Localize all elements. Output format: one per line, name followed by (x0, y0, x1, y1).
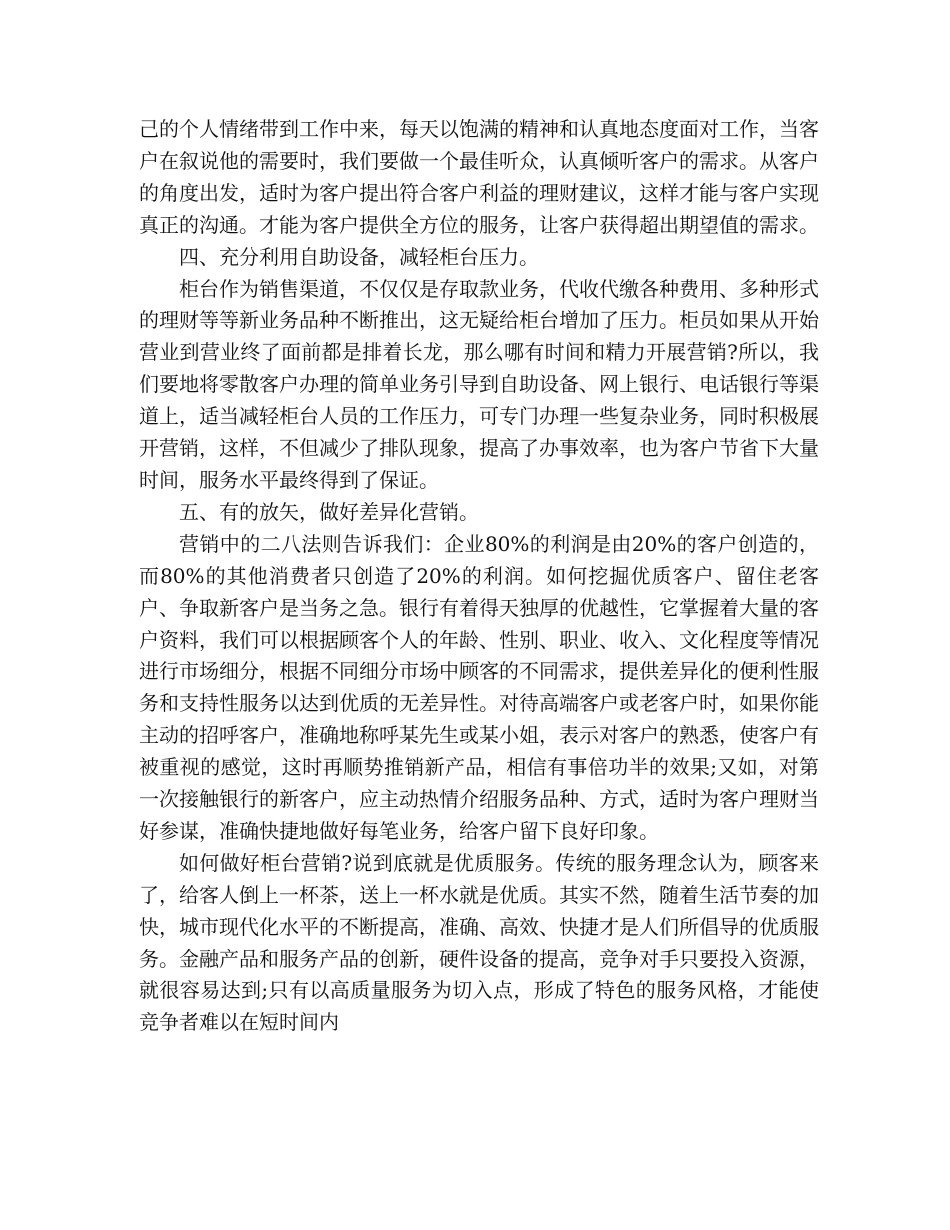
paragraph-counter-channel: 柜台作为销售渠道，不仅仅是存取款业务，代收代缴各种费用、多种形式的理财等等新业务品种不断推出，这无疑给柜台增加了压力。柜员如果从开始营业到营业终了面前都是排着长龙，那么哪有时间和精力开展营销?所以，我们要地将零散客户办理的简单业务引导到自助设备、网上银行、电话银行等渠道上，适当减轻柜台人员的工作压力，可专门办理一些复杂业务，同时积极展开营销，这样，不但减少了排队现象，提高了办事效率，也为客户节省下大量时间，服务水平最终得到了保证。 (139, 276, 819, 492)
section-heading-4: 四、充分利用自助设备，减轻柜台压力。 (179, 244, 539, 269)
paragraph-differentiated-marketing: 营销中的二八法则告诉我们：企业80%的利润是由20%的客户创造的，而80%的其他消费者只创造了20%的利润。如何挖掘优质客户、留住老客户、争取新客户是当务之急。银行有着得天独厚的优越性，它掌握着大量的客户资料，我们可以根据顾客个人的年龄、性别、职业、收入、文化程度等情况进行市场细分，根据不同细分市场中顾客的不同需求，提供差异化的便利性服务和支持性服务以达到优质的无差异性。对待高端客户或老客户时，如果你能主动的招呼客户，准确地称呼某先生或某小姐，表示对客户的熟悉，使客户有被重视的感觉，这时再顺势推销新产品，相信有事倍功半的效果;又如，对第一次接触银行的新客户，应主动热情介绍服务品种、方式，适时为客户理财当好参谋，准确快捷地做好每笔业务，给客户留下良好印象。 (139, 531, 819, 843)
document-body (139, 114, 819, 1039)
paragraph-quality-service: 如何做好柜台营销?说到底就是优质服务。传统的服务理念认为，顾客来了，给客人倒上一杯茶，送上一杯水就是优质。其实不然，随着生活节奏的加快，城市现代化水平的不断提高，准确、高效、快捷才是人们所倡导的优质服务。金融产品和服务产品的创新，硬件设备的提高，竞争对手只要投入资源，就很容易达到;只有以高质量服务为切入点，形成了特色的服务风格，才能使竞争者难以在短时间内 (139, 850, 819, 1035)
section-heading-5: 五、有的放矢，做好差异化营销。 (179, 499, 479, 524)
paragraph-continuation: 己的个人情绪带到工作中来，每天以饱满的精神和认真地态度面对工作，当客户在叙说他的需要时，我们要做一个最佳听众，认真倾听客户的需求。从客户的角度出发，适时为客户提出符合客户利益的理财建议，这样才能与客户实现真正的沟通。才能为客户提供全方位的服务，让客户获得超出期望值的需求。 (139, 117, 819, 237)
